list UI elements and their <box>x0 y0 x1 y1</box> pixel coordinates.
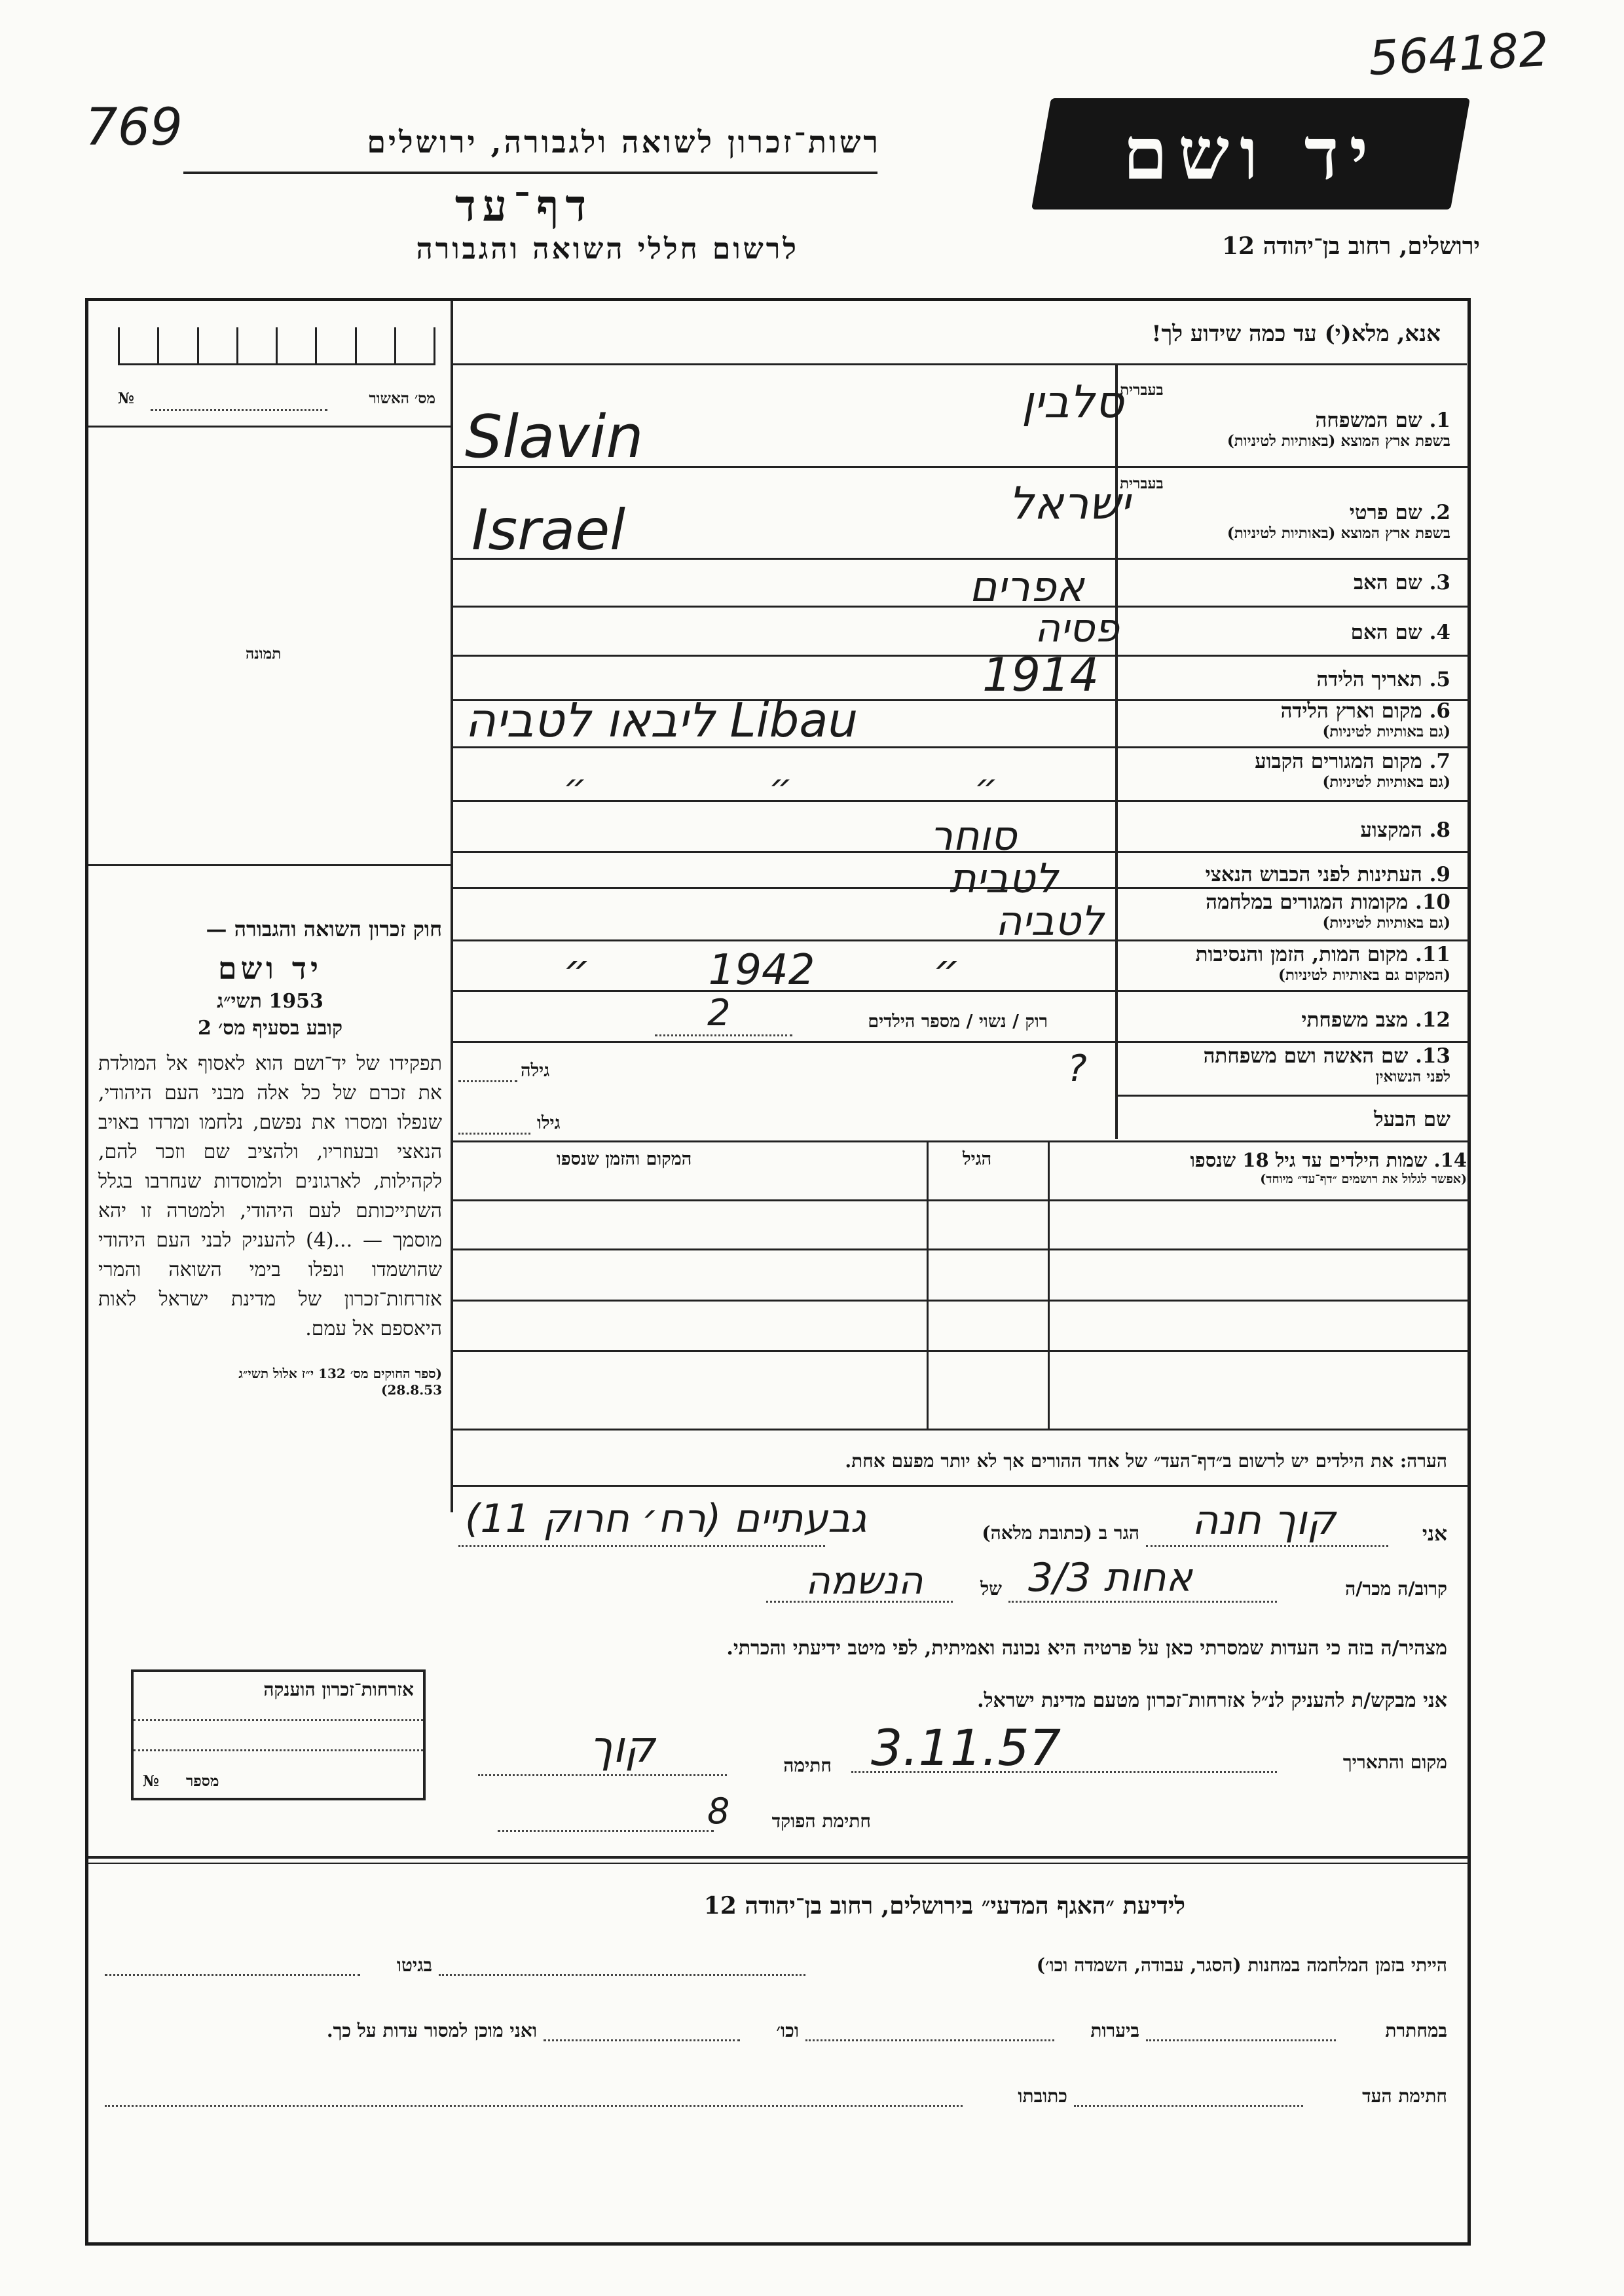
label-of: של <box>980 1578 1002 1599</box>
law-source: (ספר החוקים מס׳ 132 י״ז אלול תשי״ג 28.8.53) <box>238 1366 442 1398</box>
field-first-name[interactable] <box>1120 475 1450 542</box>
footer-title: לידיעת ״האגף המדעי״ בירושלים, רחוב בן־יהודה 12 <box>703 1892 1185 1920</box>
footer-line2-end: ואני מוכן למסור עדות על כך. <box>326 2020 537 2041</box>
photo-label: תמונה <box>246 645 282 663</box>
children-note: הערה: את הילדים יש לרשום ב״דף־העד״ של אחד ההורים אך לא יותר מפעם אחת. <box>845 1450 1447 1472</box>
form-instruction: אנא, מלא(י) עד כמה שידוע לך! <box>1151 321 1441 347</box>
label-husband-age: גילו <box>537 1113 561 1133</box>
in-hebrew-2: בעברית <box>1120 475 1164 492</box>
logo-text: יד ושם <box>1122 111 1379 196</box>
label-death: 11. מקום המות, הזמן והנסיבות <box>1195 943 1450 966</box>
death-value[interactable]: ״ 1942 ״ <box>563 946 961 994</box>
father-name-value[interactable]: אפרים <box>969 563 1084 611</box>
sub-war-residence: (גם באותיות לטיניות) <box>1322 914 1450 932</box>
handwritten-id: 564182 <box>1367 21 1550 86</box>
authority-underline <box>183 172 877 174</box>
children-col-names: 14. שמות הילדים עד גיל 18 שנספו <box>1190 1149 1467 1171</box>
label-relation: קרוב/ה מכר/ה <box>1345 1578 1447 1599</box>
declarant-name[interactable]: קוך חנה <box>1192 1496 1336 1544</box>
footer-line1-end: בגיטו <box>396 1954 432 1976</box>
instruction-rule <box>452 363 1467 365</box>
sub-death: (המקום גם באותיות לטיניות) <box>1278 966 1450 984</box>
place-date-value[interactable]: 3.11.57 <box>871 1719 1061 1777</box>
label-officer-signature: חתימת הפוקד <box>771 1810 871 1832</box>
field-residence[interactable] <box>1120 750 1450 791</box>
label-family-status: 12. מצב משפחתי <box>1301 1008 1450 1032</box>
approval-rule <box>88 426 452 428</box>
children-col-divider-2 <box>927 1140 929 1429</box>
label-wife: 13. שם האשה ושם משפחתה <box>1203 1044 1450 1068</box>
family-status-options: רוק / נשוי / מספר הילדים <box>868 1011 1048 1032</box>
law-body: תפקידו של יד־ושם הוא לאסוף אל המולדת את זכרם של כל אלה מבני העם היהודי, שנפלו ומסרו את נפשם, נלחמו ומרדו באויב הנאצי ובעוזריו, ולהציב שם וזכר להם, לקהילות, לארגונים ולמוסדות שנחרבו בגלל השתייכותם לעם היהודי, ולמטרה זו יהא מוסמך — ...(4) להעניק לבני העם היהודי שהושמדו ונפלו בימי השואה והמרי אזרחות־זכרון של מדינת ישראל לאות היאספם אל עמם. <box>98 1052 442 1340</box>
footer-line2-start: במחתרת <box>1385 2020 1447 2041</box>
war-residence-value[interactable]: לטביה <box>995 897 1104 945</box>
label-wife-age: גילה <box>521 1061 550 1081</box>
sub-surname: בשפת ארץ המוצא (באותיות לטיניות) <box>1227 432 1450 450</box>
of-value[interactable]: הנשמה <box>805 1558 923 1603</box>
handwritten-corner-number: 769 <box>85 98 183 157</box>
label-mother-name: 4. שם האם <box>1350 621 1450 644</box>
sub-wife: לפני הנשואין <box>1375 1068 1450 1085</box>
mother-name-value[interactable]: פסיה <box>1035 606 1120 651</box>
approval-number-boxes <box>118 327 435 365</box>
field-wife[interactable] <box>1120 1044 1450 1085</box>
surname-latin[interactable]: Slavin <box>465 403 644 471</box>
label-birth-date: 5. תאריך הלידה <box>1316 668 1450 691</box>
label-residence: 7. מקום המגורים הקבוע <box>1255 750 1450 773</box>
sub-birth-place: (גם באותיות לטיניות) <box>1322 723 1450 740</box>
children-col-divider-1 <box>1048 1140 1050 1429</box>
children-col-names-sub: (אפשר לגלול את רושמים ״דף־עד״ מיוחד) <box>1260 1172 1467 1186</box>
profession-value[interactable]: סוחר <box>930 812 1017 860</box>
children-count-value[interactable]: 2 <box>707 992 731 1034</box>
surname-hebrew[interactable]: סלבין <box>1022 376 1124 428</box>
in-hebrew-1: בעברית <box>1120 381 1164 399</box>
label-signature: חתימה <box>783 1755 832 1776</box>
relation-value[interactable]: 3/3 אחות <box>1028 1555 1192 1601</box>
birth-date-value[interactable]: 1914 <box>982 648 1099 702</box>
declaration-statement: מצהיר/ה בזה כי העדות שמסרתי כאן על פרטיה היא נכונה ואמיתית, לפי מיטב ידיעתי והכרתי. <box>726 1637 1447 1660</box>
label-father-name: 3. שם האב <box>1354 571 1450 594</box>
birth-place-value[interactable]: ליבאו לטביה Libau <box>465 693 858 748</box>
label-i: אני <box>1422 1522 1447 1546</box>
label-war-residence: 10. מקומות המגורים במלחמה <box>1206 890 1450 914</box>
field-war-residence[interactable] <box>1120 890 1450 932</box>
approval-number-mark: № <box>118 390 134 407</box>
signature-value[interactable]: קוך <box>589 1722 655 1772</box>
label-husband: שם הבעל <box>1374 1108 1450 1131</box>
yad-vashem-logo <box>1031 98 1470 210</box>
photo-bottom-rule <box>88 864 452 866</box>
footer-top-rule <box>88 1856 1469 1859</box>
citizenship-box <box>131 1669 426 1800</box>
footer-line2-mid1: ביערות <box>1090 2020 1139 2041</box>
label-profession: 8. המקצוע <box>1360 818 1450 842</box>
declarant-address[interactable]: גבעתיים (רח׳ חרוק 11) <box>465 1496 867 1542</box>
children-col-age: הגיל <box>963 1149 992 1169</box>
label-nationality: 9. העתינות לפני הכבוש הנאצי <box>1205 863 1450 886</box>
citizenship-title: אזרחות־זכרון הוענקה <box>263 1679 414 1700</box>
field-birth-place[interactable] <box>1120 699 1450 740</box>
officer-signature-value[interactable]: 8 <box>707 1791 730 1832</box>
law-title: חוק זכרון השואה והגבורה — <box>206 917 442 941</box>
label-birth-place: 6. מקום וארץ הלידה <box>1280 699 1450 723</box>
declaration-request: אני מבקש/ת להעניק לנ״ל אזרחות־זכרון מטעם מדינת ישראל. <box>977 1689 1447 1712</box>
label-address: הגר ב (כתובת מלאה) <box>982 1522 1139 1544</box>
sub-first-name: בשפת ארץ המוצא (באותיות לטיניות) <box>1227 524 1450 542</box>
field-death[interactable] <box>1120 943 1450 984</box>
children-header-names <box>1051 1149 1467 1187</box>
residence-value[interactable]: ״ ״ ״ <box>563 766 998 809</box>
citizenship-number-label: מספר <box>186 1772 219 1790</box>
address: ירושלים, רחוב בן־יהודה 12 <box>1221 232 1480 260</box>
approval-number-field[interactable] <box>118 390 435 416</box>
label-place-date: מקום והתאריך <box>1342 1751 1447 1773</box>
first-name-hebrew[interactable]: ישראל <box>1008 478 1130 530</box>
children-col-place: המקום והזמן שנספו <box>557 1149 692 1169</box>
law-section: קובע בסעיף מס׳ 2 <box>197 1017 343 1040</box>
footer-line3-start: חתימת העד <box>1362 2085 1447 2107</box>
citizenship-number-mark: № <box>143 1772 159 1790</box>
photo-area[interactable] <box>88 429 449 861</box>
law-year: 1953 תשי״ג <box>217 990 323 1013</box>
form-title: דף־עד <box>454 180 593 231</box>
left-column-divider <box>451 301 453 1512</box>
sub-residence: (גם באותיות לטיניות) <box>1322 773 1450 791</box>
form-subtitle: לרשום חללי השואה והגבורה <box>416 232 799 266</box>
wife-name-value[interactable]: ? <box>1067 1048 1087 1090</box>
footer-line2-mid2: וכו׳ <box>776 2020 799 2041</box>
law-subtitle: יד ושם <box>217 951 323 986</box>
law-box <box>98 917 442 1398</box>
authority-line: רשות־זכרון לשואה ולגבורה, ירושלים <box>367 124 881 160</box>
nationality-value[interactable]: לטבית <box>950 854 1058 902</box>
first-name-latin[interactable]: Israel <box>471 498 626 563</box>
field-surname[interactable] <box>1120 381 1450 450</box>
footer-line3-mid: כתובתו <box>1018 2085 1067 2107</box>
label-first-name: 2. שם פרטי <box>1349 501 1450 524</box>
approval-number-label: מס׳ האשור <box>369 390 435 407</box>
footer-line1-start: הייתי בזמן המלחמה במחנות (הסגר, עבודה, השמדה וכו׳) <box>1036 1954 1447 1976</box>
label-surname: 1. שם המשפחה <box>1315 409 1450 432</box>
